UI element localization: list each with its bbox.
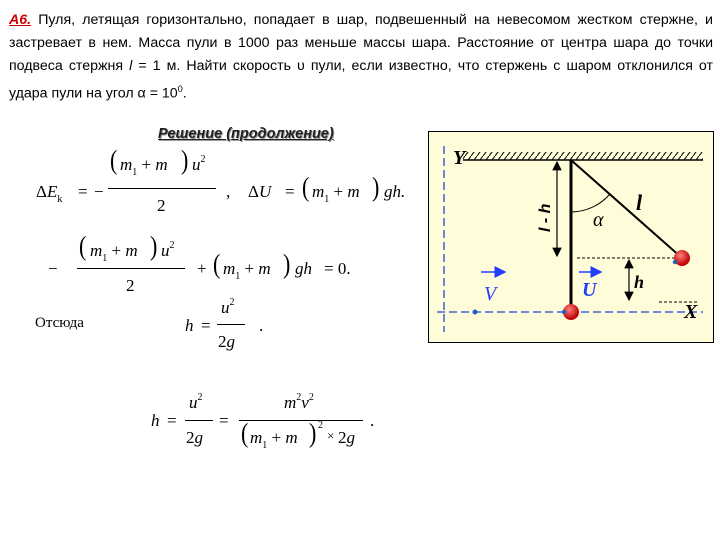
y-axis-label: Y [453, 147, 466, 169]
f4-fraction-bar [217, 324, 245, 325]
f3-u: $u^2$ [161, 240, 175, 260]
problem-text-5: . [182, 85, 187, 102]
problem-statement [9, 9, 713, 106]
f4-u-squared: $u^2$ [221, 297, 235, 317]
h-label: h [634, 272, 645, 292]
f3-lparen: ( [79, 229, 87, 261]
problem-l-variable: l [129, 58, 133, 74]
problem-label: А6. [9, 12, 32, 28]
f5-paren-squared: 2 [318, 420, 323, 431]
f3-mass-sum: $m_1 + m$ [223, 259, 271, 282]
x-axis-label: X [684, 301, 698, 323]
f3-plus: + [197, 259, 207, 278]
f3-eq-zero: = 0. [324, 259, 351, 278]
problem-text-1: Пуля, летящая горизонтально, попадает в шар, подвешенный на невесомом жестком стержне, и застревает в нем. Масса пули в 1000 раз меньше массы шара. Расстояние от центра шара до точки подвеса стержня [9, 12, 713, 74]
f5-eq2: = [219, 411, 229, 430]
problem-text-2: = 1 м. Найти скорость [132, 58, 298, 74]
f4-eq: = [201, 316, 211, 335]
problem-text-4: = 10 [145, 85, 178, 102]
f5-u-squared: $u^2$ [189, 392, 203, 412]
pendulum-diagram-svg [429, 132, 713, 342]
alpha-label: α [593, 209, 604, 231]
ceiling-hatch [463, 152, 703, 160]
f1-eq: = [78, 182, 88, 201]
f3-lparen2: ( [213, 247, 221, 279]
f5-numerator: $m^2v^2$ [284, 392, 314, 412]
problem-degree: 0 [177, 84, 183, 94]
problem-v-symbol: υ [297, 58, 305, 74]
f1-rparen: ) [181, 143, 189, 175]
f4-h: h [185, 316, 194, 335]
otsyuda-text: Отсюда [35, 315, 84, 331]
f2-lparen: ( [302, 170, 310, 202]
f5-two-g: 2g [338, 428, 355, 447]
f3-fraction-bar [77, 268, 185, 269]
problem-text-3: пули, если известно, что стержень с шаром отклонился от удара пули на угол [9, 58, 714, 102]
f3-minus: − [48, 259, 58, 278]
f4-denominator: 2g [218, 332, 235, 351]
f2-gh: gh. [384, 182, 406, 201]
f5-dot: . [370, 411, 375, 430]
f1-numerator: $m_1 + m$ [120, 155, 168, 178]
l-minus-h-label: l - h [537, 203, 554, 232]
bullet [473, 310, 478, 315]
solution-heading: Решение (продолжение) [158, 126, 334, 142]
f5-eq: = [167, 411, 177, 430]
f1-fraction-bar [108, 188, 216, 189]
pendulum-diagram [428, 131, 714, 343]
f1-u: $u^2$ [192, 154, 206, 174]
f3-denominator: 2 [126, 276, 135, 295]
f2-eq: = [285, 182, 295, 201]
f5-h: h [151, 411, 160, 430]
f1-comma: , [226, 182, 231, 201]
alpha-arc [571, 194, 610, 212]
problem-alpha-symbol: α [137, 85, 146, 102]
f3-rparen: ) [150, 229, 158, 261]
u-label: U [582, 279, 597, 301]
bullet-in-ball [562, 310, 566, 314]
bullet-in-ball-deflected [673, 260, 677, 264]
f3-numerator: $m_1 + m$ [90, 241, 138, 264]
f1-delta-e: $\Delta E_k$ [36, 182, 63, 205]
f1-minus: − [94, 182, 104, 201]
f2-delta-u: ΔU [248, 182, 272, 201]
f4-dot: . [259, 316, 264, 335]
l-label: l [636, 190, 643, 215]
f2-mass-sum: $m_1 + m$ [312, 182, 360, 205]
f3-gh: gh [295, 259, 312, 278]
v-label: V [484, 283, 497, 305]
f5-mass-sum: $m_1 + m$ [250, 428, 298, 451]
f1-lparen: ( [110, 143, 118, 175]
f5-fraction-bar-2 [239, 420, 363, 421]
f5-fraction-bar-1 [185, 420, 213, 421]
f5-times: × [327, 428, 335, 443]
f1-denominator: 2 [157, 196, 166, 215]
f2-rparen: ) [372, 170, 380, 202]
f3-rparen2: ) [283, 247, 291, 279]
f5-lparen: ( [241, 416, 249, 448]
f5-rparen: ) [309, 416, 317, 448]
f5-denominator-1: 2g [186, 428, 203, 447]
